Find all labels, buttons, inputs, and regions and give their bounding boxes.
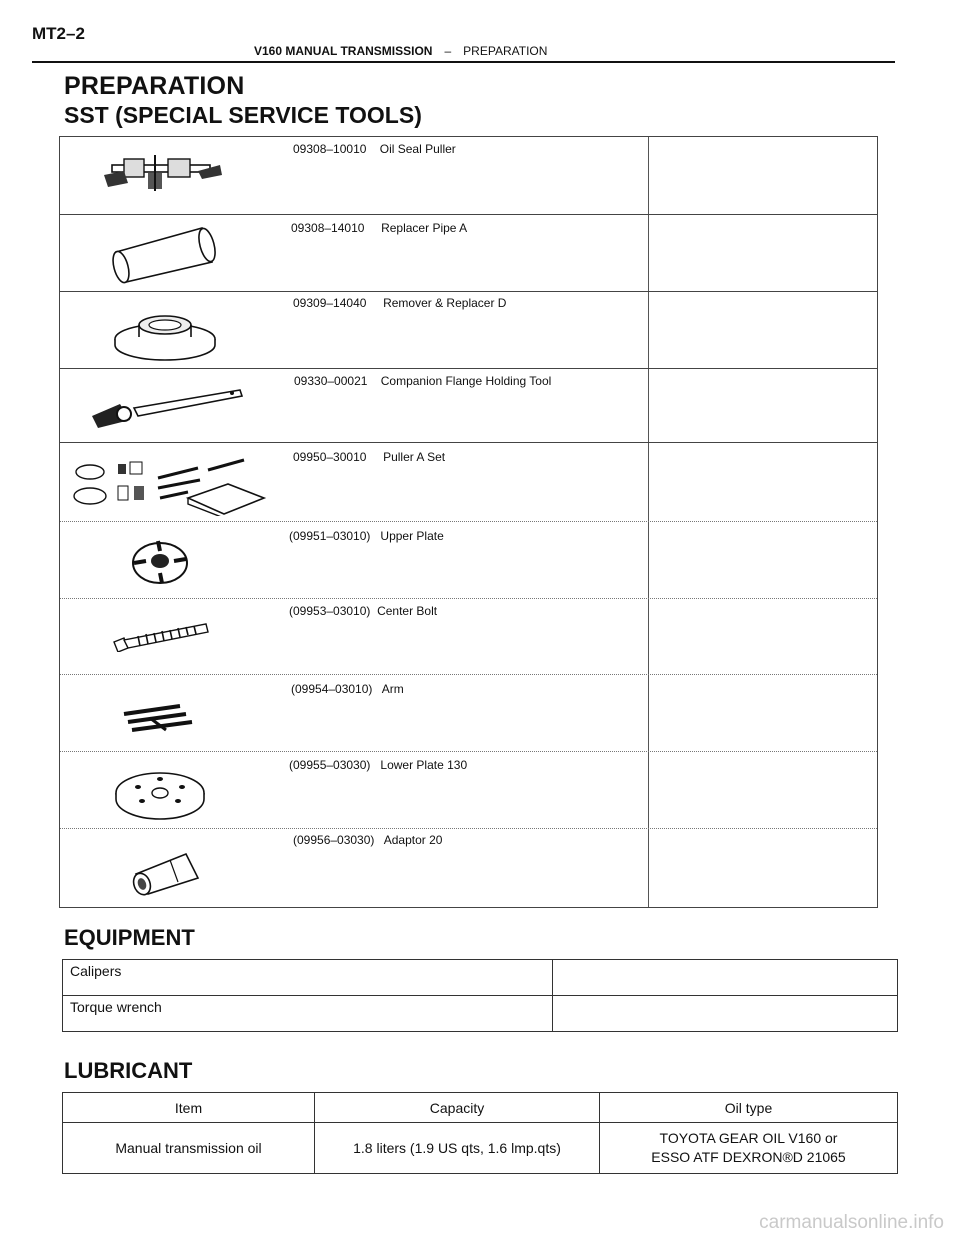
tool-label: 09950–30010 Puller A Set (293, 450, 446, 464)
column-header-oil-type: Oil type (600, 1093, 898, 1123)
section-separator: – (444, 44, 452, 58)
sst-heading: SST (SPECIAL SERVICE TOOLS) (64, 102, 422, 128)
lubricant-capacity: 1.8 liters (1.9 US qts, 1.6 lmp.qts) (315, 1123, 600, 1174)
sst-row (60, 521, 877, 599)
section-title: V160 MANUAL TRANSMISSION (254, 44, 433, 58)
column-header-capacity: Capacity (315, 1093, 600, 1123)
table-row (63, 996, 898, 1032)
sst-row (60, 751, 877, 829)
tool-label: (09956–03030) Adaptor 20 (293, 833, 443, 847)
tool-label: (09955–03030) Lower Plate 130 (289, 758, 468, 772)
tool-label: (09954–03010) Arm (291, 682, 404, 696)
sst-row (60, 674, 877, 752)
tool-label: (09953–03010) Center Bolt (289, 604, 438, 618)
sst-row (60, 368, 877, 443)
table-row (63, 1123, 898, 1174)
replacer-pipe-icon (102, 224, 222, 284)
section-subtitle: PREPARATION (463, 44, 548, 58)
tool-label: 09308–14010 Replacer Pipe A (291, 221, 468, 235)
sst-row (60, 828, 877, 908)
equipment-item: Calipers (63, 960, 553, 996)
lubricant-oil-type (600, 1123, 898, 1174)
equipment-note (553, 996, 898, 1032)
sst-row (60, 291, 877, 369)
puller-set-icon (68, 458, 268, 516)
tool-label: (09951–03010) Upper Plate (289, 529, 444, 543)
equipment-note (553, 960, 898, 996)
flange-holding-tool-icon (86, 386, 246, 432)
tool-label: 09309–14040 Remover & Replacer D (293, 296, 507, 310)
oil-seal-puller-icon (98, 153, 224, 193)
equipment-item: Torque wrench (63, 996, 553, 1032)
sst-row (60, 214, 877, 292)
oil-type-line: TOYOTA GEAR OIL V160 or (659, 1130, 838, 1146)
watermark: carmanualsonline.info (759, 1212, 944, 1233)
remover-replacer-icon (110, 305, 220, 361)
equipment-table (62, 959, 898, 1032)
equipment-heading: EQUIPMENT (64, 925, 195, 950)
header-rule (32, 61, 895, 63)
table-header-row (63, 1093, 898, 1123)
tool-label: 09330–00021 Companion Flange Holding Tool (294, 374, 552, 388)
table-row (63, 960, 898, 996)
lubricant-item: Manual transmission oil (63, 1123, 315, 1174)
upper-plate-icon (130, 537, 190, 589)
center-bolt-icon (108, 620, 212, 652)
tool-label: 09308–10010 Oil Seal Puller (293, 142, 456, 156)
sst-table (59, 136, 878, 908)
sst-row (60, 137, 877, 215)
column-header-item: Item (63, 1093, 315, 1123)
oil-type-line: ESSO ATF DEXRON®D 21065 (651, 1149, 846, 1165)
sst-row (60, 598, 877, 675)
lower-plate-icon (112, 769, 208, 821)
lubricant-heading: LUBRICANT (64, 1058, 193, 1083)
adaptor-icon (126, 848, 204, 896)
lubricant-table (62, 1092, 898, 1174)
sst-row (60, 442, 877, 522)
running-head (254, 44, 547, 58)
arm-icon (120, 700, 196, 734)
page-label: MT2–2 (32, 24, 85, 43)
page-title: PREPARATION (64, 72, 245, 100)
